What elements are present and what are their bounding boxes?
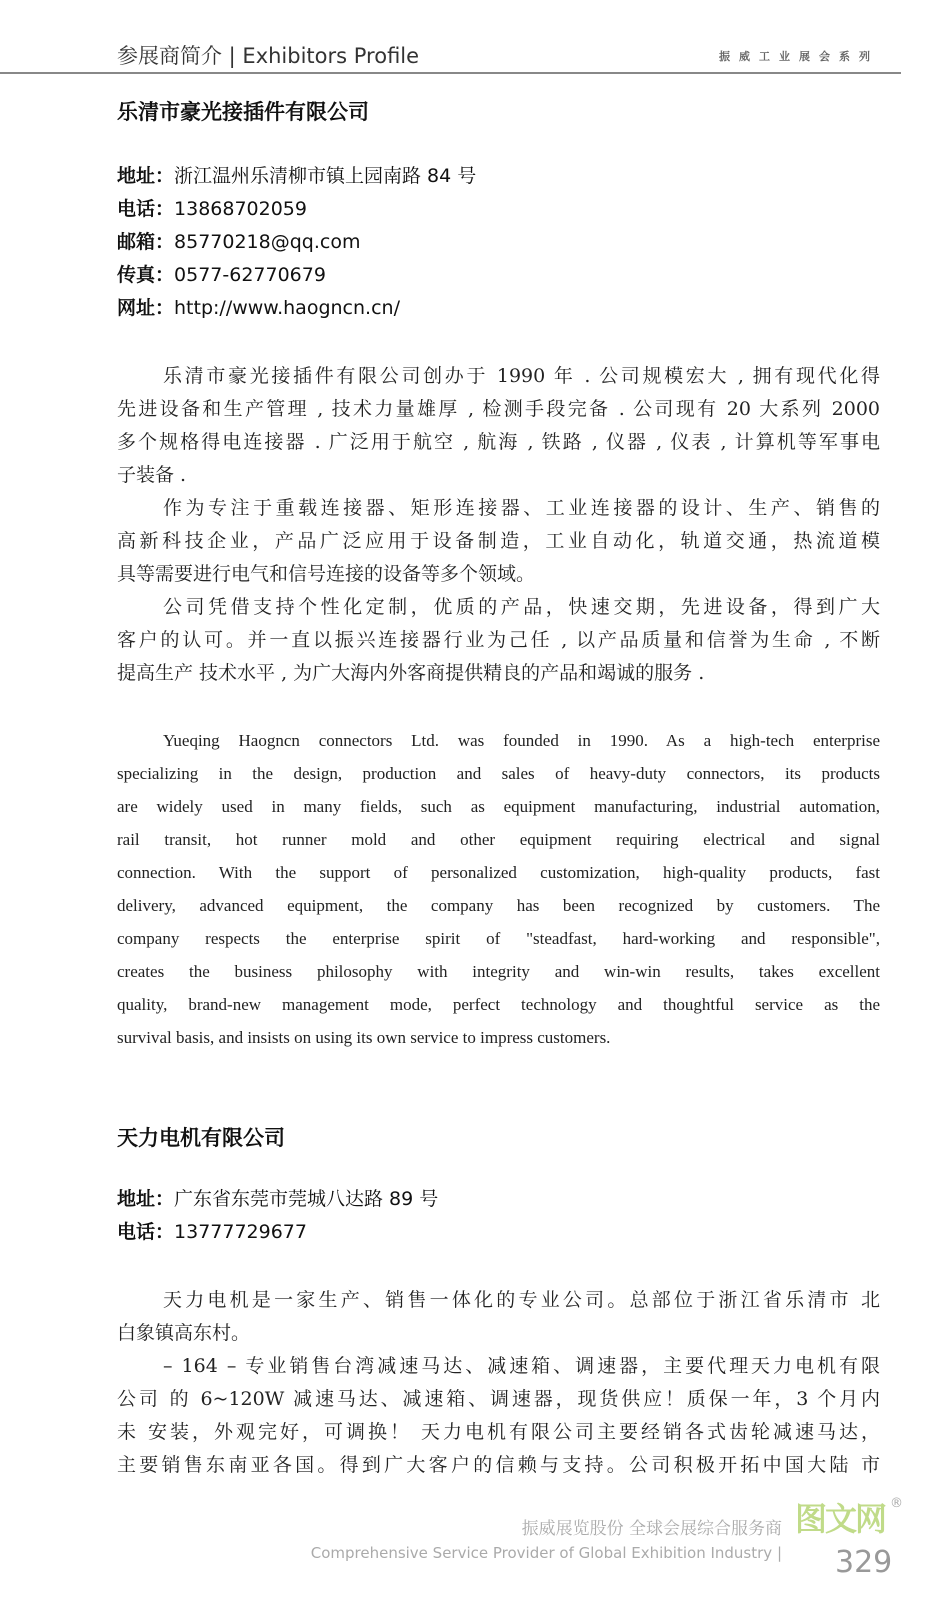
text-line: 天力电机是一家生产、销售一体化的专业公司。总部位于浙江省乐清市 北	[163, 1289, 880, 1311]
text-line: 公司凭借支持个性化定制，优质的产品，快速交期，先进设备，得到广大	[163, 596, 880, 618]
contact-value: 13777729677	[174, 1221, 307, 1243]
company1-contact-info	[117, 160, 476, 325]
contact-value: http://www.haogncn.cn/	[174, 297, 400, 319]
text-line: specializing in the design, production and sales of heavy-duty connectors, its products	[117, 764, 880, 783]
contact-value: 85770218@qq.com	[174, 231, 361, 253]
text-line: survival basis, and insists on using its own service to impress customers.	[117, 1028, 611, 1047]
text-line: 主要销售东南亚各国。得到广大客户的信赖与支持。公司积极开拓中国大陆 市	[117, 1454, 880, 1476]
text-line: delivery, advanced equipment, the company has been recognized by customers. The	[117, 896, 880, 915]
text-line: 未 安装，外观完好，可调换！ 天力电机有限公司主要经销各式齿轮减速马达，	[117, 1421, 880, 1443]
text-line: 客户的认可。并一直以振兴连接器行业为己任 , 以产品质量和信誉为生命 , 不断	[117, 629, 880, 651]
contact-row	[117, 259, 476, 292]
contact-value: 广东省东莞市莞城八达路 89 号	[174, 1188, 439, 1210]
text-line: 白象镇高东村。	[117, 1322, 251, 1344]
text-line: 子装备 .	[117, 464, 187, 486]
text-line: rail transit, hot runner mold and other equipment requiring electrical and signal	[117, 830, 880, 849]
footer-company-en: Comprehensive Service Provider of Global Exhibition Industry |	[310, 1544, 782, 1562]
contact-label: 地址：	[117, 165, 175, 187]
text-line: 先进设备和生产管理 , 技术力量雄厚 , 检测手段完备 . 公司现有 20 大系列 2000	[117, 398, 880, 420]
text-line: company respects the enterprise spirit of "steadfast, hard-working and responsible",	[117, 929, 880, 948]
header-series-title: 振威工业展会系列	[719, 50, 879, 63]
contact-value: 13868702059	[174, 198, 307, 220]
text-line: 高新科技企业，产品广泛应用于设备制造，工业自动化，轨道交通，热流道模	[117, 530, 880, 552]
contact-label: 网址：	[117, 297, 175, 319]
company2-contact-info	[117, 1183, 438, 1249]
text-line: quality, brand-new management mode, perfect technology and thoughtful service as the	[117, 995, 880, 1014]
registered-mark: ®	[890, 1496, 903, 1511]
text-line: 提高生产 技术水平 , 为广大海内外客商提供精良的产品和竭诚的服务 .	[117, 662, 705, 684]
contact-row	[117, 160, 476, 193]
company1-chinese-description	[117, 360, 880, 690]
company1-english-description	[117, 724, 880, 1054]
watermark-logo: 图文网	[795, 1500, 886, 1538]
contact-value: 0577-62770679	[174, 264, 326, 286]
header-section-title: 参展商简介 | Exhibitors Profile	[117, 44, 420, 68]
contact-label: 电话：	[117, 198, 175, 220]
company1-name: 乐清市豪光接插件有限公司	[117, 100, 369, 124]
contact-row	[117, 193, 476, 226]
header-divider	[0, 72, 901, 74]
text-line: 具等需要进行电气和信号连接的设备等多个领域。	[117, 563, 536, 585]
text-line: are widely used in many fields, such as equipment manufacturing, industrial automation,	[117, 797, 880, 816]
company2-name: 天力电机有限公司	[117, 1126, 285, 1150]
contact-value: 浙江温州乐清柳市镇上园南路 84 号	[174, 165, 477, 187]
contact-label: 地址：	[117, 1188, 175, 1210]
text-line: connection. With the support of personalized customization, high-quality products, fast	[117, 863, 880, 882]
contact-label: 邮箱：	[117, 231, 175, 253]
text-line: 作为专注于重载连接器、矩形连接器、工业连接器的设计、生产、销售的	[163, 497, 880, 519]
contact-row	[117, 1216, 438, 1249]
text-line: 乐清市豪光接插件有限公司创办于 1990 年 . 公司规模宏大 , 拥有现代化得	[163, 365, 880, 387]
contact-row	[117, 292, 476, 325]
company2-chinese-description	[117, 1284, 880, 1482]
footer-company-zh: 振威展览股份 全球会展综合服务商	[521, 1519, 782, 1539]
contact-label: 电话：	[117, 1221, 175, 1243]
contact-label: 传真：	[117, 264, 175, 286]
contact-row	[117, 1183, 438, 1216]
text-line: 公司 的 6~120W 减速马达、减速箱、调速器，现货供应！质保一年，3 个月内	[117, 1388, 880, 1410]
text-line: – 164 – 专业销售台湾减速马达、减速箱、调速器，主要代理天力电机有限	[163, 1355, 880, 1377]
text-line: 多个规格得电连接器 . 广泛用于航空 , 航海 , 铁路 , 仪器 , 仪表 , 计算机等军事电	[117, 431, 880, 453]
text-line: creates the business philosophy with integrity and win-win results, takes excellent	[117, 962, 880, 981]
contact-row	[117, 226, 476, 259]
page-number: 329	[835, 1545, 893, 1580]
text-line: Yueqing Haogncn connectors Ltd. was founded in 1990. As a high-tech enterprise	[163, 731, 880, 750]
